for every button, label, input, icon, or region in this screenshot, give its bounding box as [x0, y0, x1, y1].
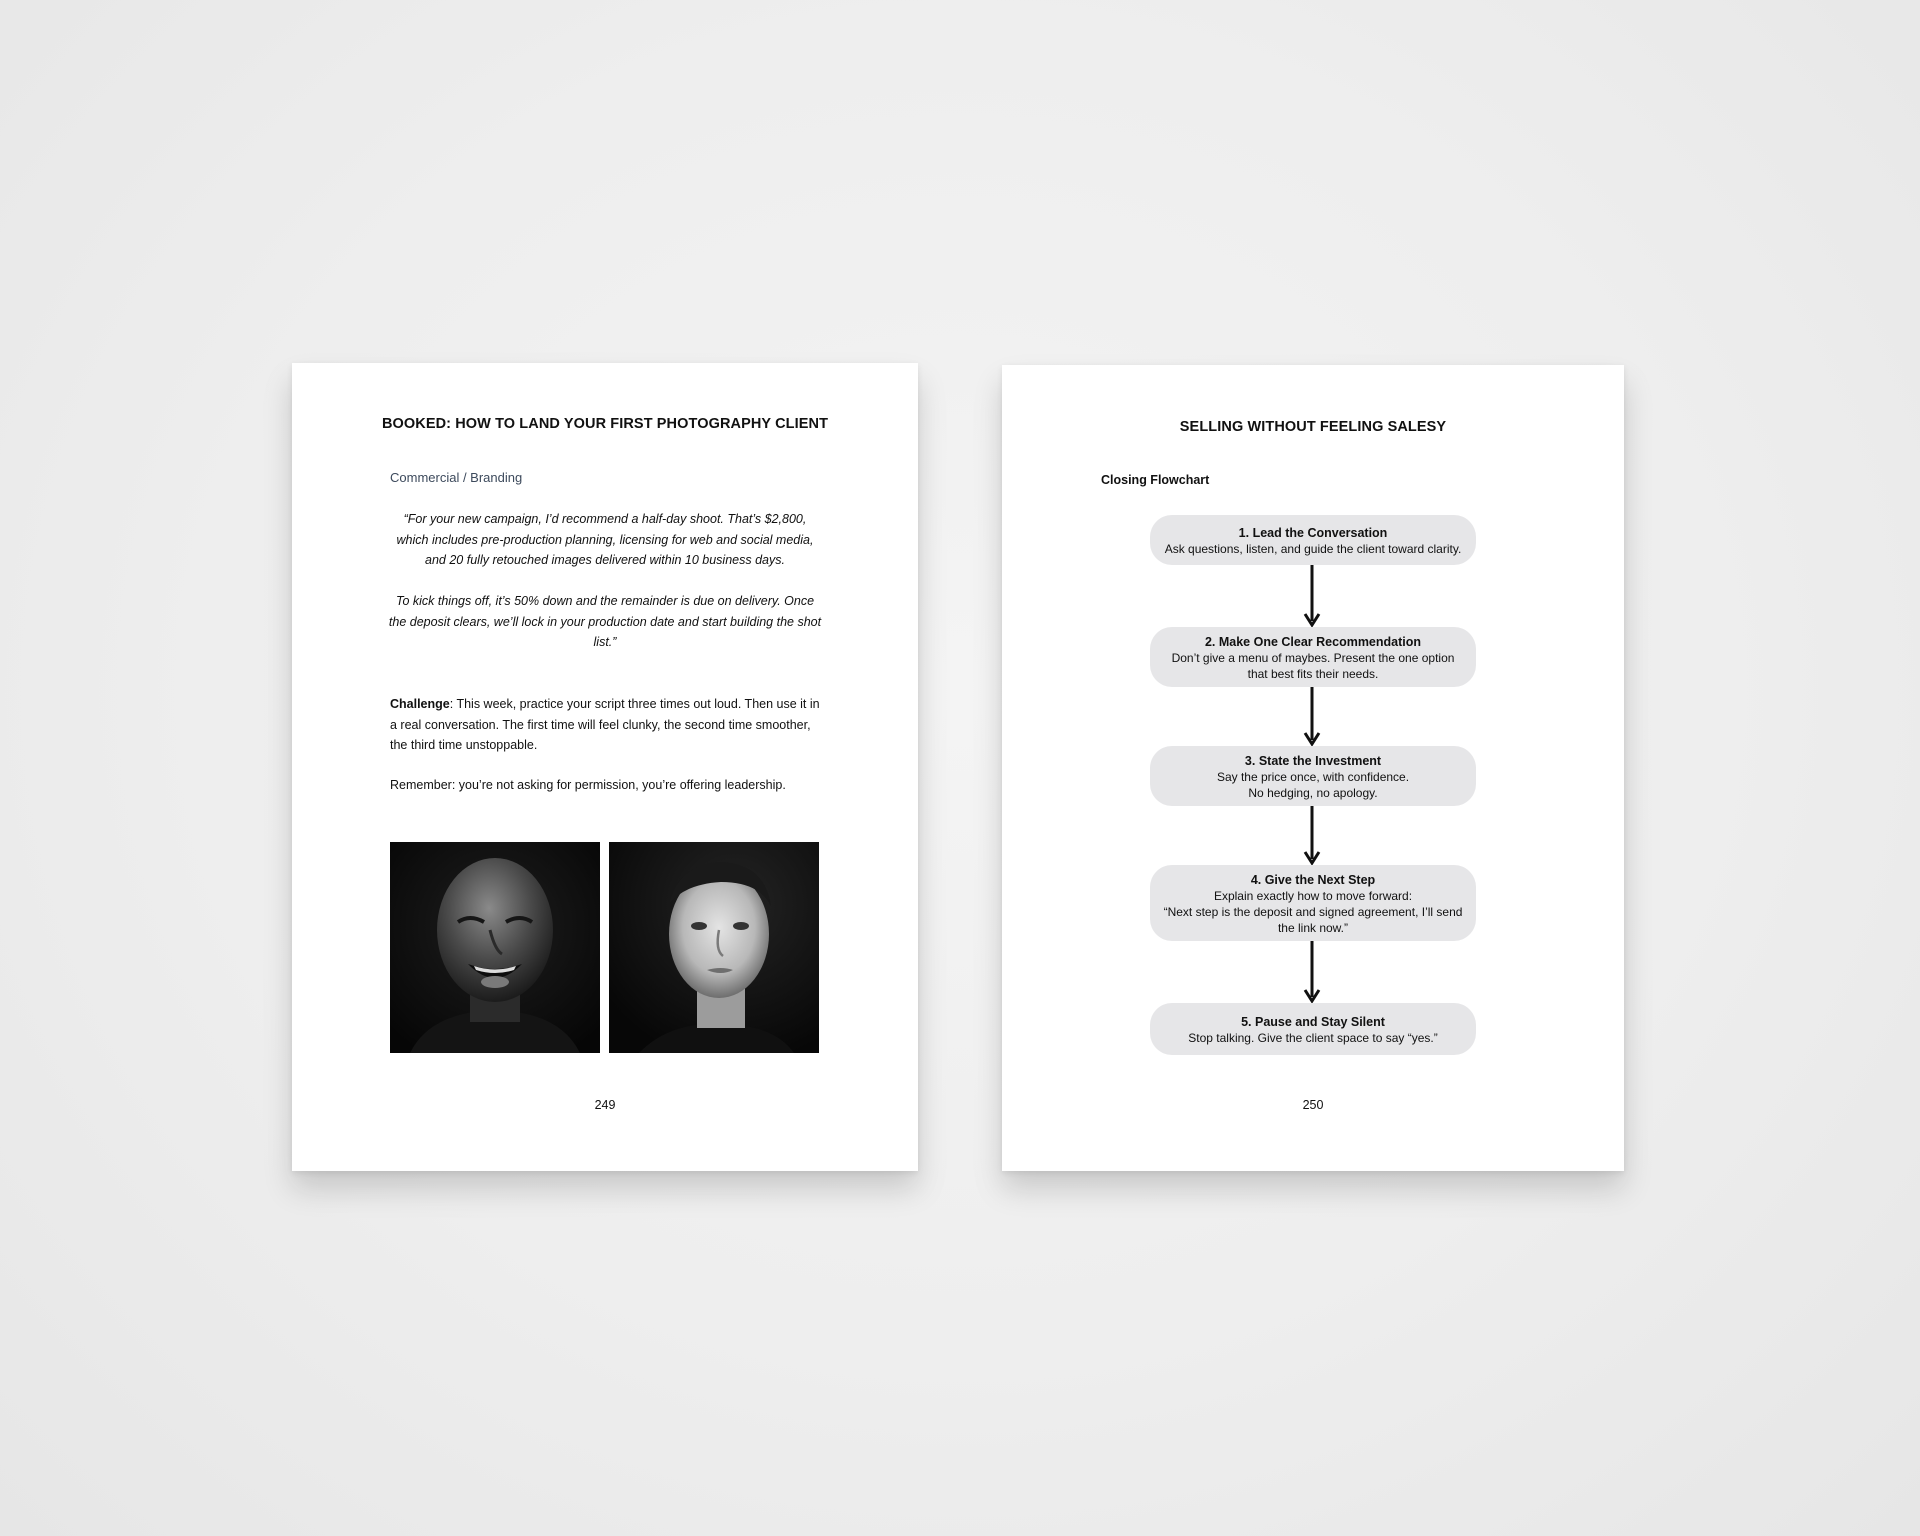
page-number: 249 — [594, 1098, 616, 1112]
down-arrow-icon — [1300, 806, 1324, 865]
laughing-man-photo — [390, 842, 600, 1053]
page-title: SELLING WITHOUT FEELING SALESY — [1179, 419, 1447, 435]
section-label: Closing Flowchart — [1101, 473, 1210, 487]
book-page-right — [1002, 365, 1624, 1171]
step-title: 4. Give the Next Step — [1250, 872, 1376, 887]
sample-script-quote-continued: To kick things off, it’s 50% down and the remainder is due on delivery. Once the deposit clears, we’ll lock in your production date and start building the shot list.” — [388, 594, 822, 649]
challenge-paragraph — [390, 694, 822, 756]
flowchart-step-3 — [1150, 746, 1476, 806]
step-description: Ask questions, listen, and guide the client toward clarity. — [1164, 541, 1462, 556]
page-number: 250 — [1302, 1098, 1324, 1112]
step-description: Don’t give a menu of maybes. Present the one option — [1171, 650, 1455, 665]
man-looking-up-illustration — [609, 842, 819, 1053]
book-page-left — [292, 363, 918, 1171]
page-title: BOOKED: HOW TO LAND YOUR FIRST PHOTOGRAPHY CLIENT — [381, 416, 829, 432]
step-description: “Next step is the deposit and signed agreement, I’ll send — [1163, 904, 1463, 919]
section-label: Commercial / Branding — [390, 470, 523, 485]
flowchart-step-1 — [1150, 515, 1476, 565]
challenge-text: : This week, practice your script three times out loud. Then use it in a real conversation. The first time will feel clunky, the second time smoother, the third time unstoppable. — [390, 697, 820, 752]
flowchart-step-4 — [1150, 865, 1476, 941]
step-description: No hedging, no apology. — [1248, 785, 1378, 800]
remember-paragraph: Remember: you’re not asking for permission, you’re offering leadership. — [390, 778, 786, 792]
step-title: 3. State the Investment — [1244, 753, 1382, 768]
step-description: Explain exactly how to move forward: — [1213, 888, 1413, 903]
step-title: 2. Make One Clear Recommendation — [1204, 634, 1422, 649]
step-description: that best fits their needs. — [1247, 666, 1379, 681]
flowchart-step-5 — [1150, 1003, 1476, 1055]
challenge-label: Challenge — [390, 697, 450, 711]
down-arrow-icon — [1300, 941, 1324, 1003]
laughing-man-illustration — [390, 842, 600, 1053]
step-title: 5. Pause and Stay Silent — [1241, 1014, 1385, 1029]
step-description: the link now.” — [1277, 920, 1349, 935]
step-title: 1. Lead the Conversation — [1238, 525, 1388, 540]
down-arrow-icon — [1300, 687, 1324, 746]
sample-script-quote: “For your new campaign, I’d recommend a half-day shoot. That’s $2,800, which includes pre-production planning, licensing for web and social media, and 20 fully retouched images delivered within 10 business days. — [396, 512, 814, 567]
step-description: Say the price once, with confidence. — [1216, 769, 1410, 784]
flowchart-step-2 — [1150, 627, 1476, 687]
man-looking-up-photo — [609, 842, 819, 1053]
down-arrow-icon — [1300, 565, 1324, 627]
step-description: Stop talking. Give the client space to say “yes.” — [1188, 1030, 1438, 1045]
